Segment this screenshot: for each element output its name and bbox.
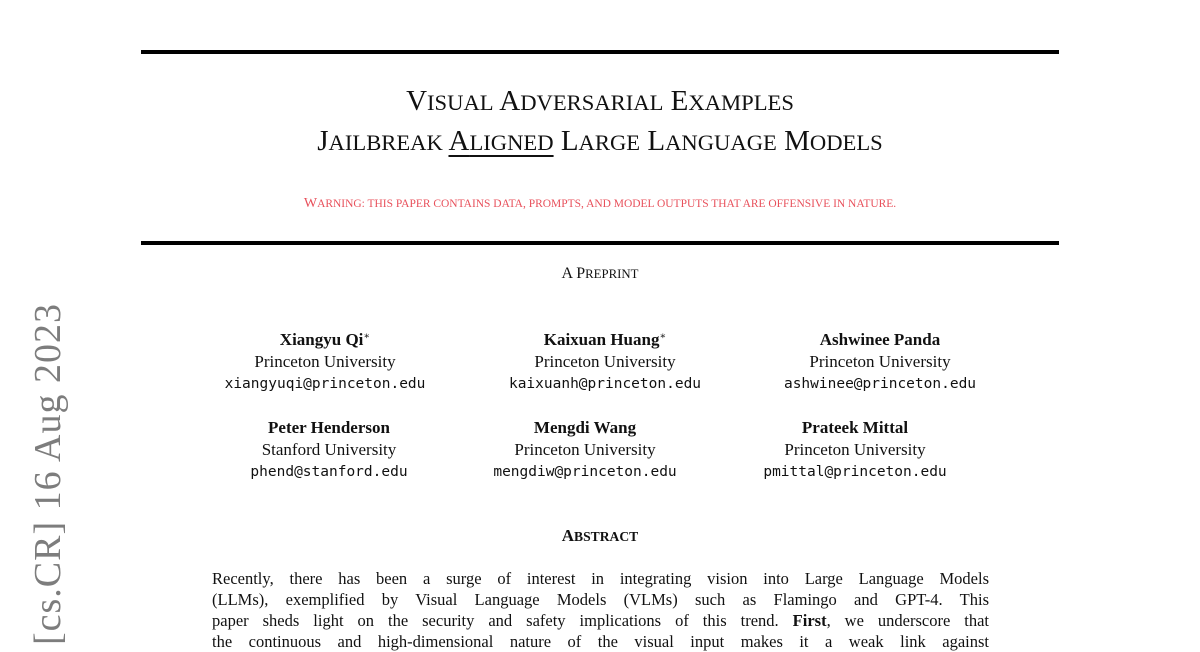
author-email: kaixuanh@princeton.edu [508,376,702,392]
author-affiliation: Princeton University [809,352,951,371]
author-affiliation: Stanford University [261,440,397,459]
author-name: Kaixuan Huang∗ [543,330,667,349]
preprint-label: A PREPRINT [561,265,639,282]
content-warning: WARNING: THIS PAPER CONTAINS DATA, PROMPTS, AND MODEL OUTPUTS THAT ARE OFFENSIVE IN NATURE. [303,196,897,211]
author-email: xiangyuqi@princeton.edu [224,376,426,392]
author-name: Mengdi Wang [533,418,637,437]
title-bottom-rule [141,241,1059,245]
author-name: Ashwinee Panda [819,330,941,349]
abstract-line: the continuous and high-dimensional nature of the visual input makes it a weak link against [212,632,989,651]
author-email: ashwinee@princeton.edu [783,376,977,392]
abstract-body [212,568,989,652]
abstract-line: (LLMs), exemplified by Visual Language Models (VLMs) such as Flamingo and GPT-4. This [212,590,989,609]
paper-title-line-2: JAILBREAK ALIGNED LARGE LANGUAGE MODELS [317,125,883,157]
author-name: Peter Henderson [268,418,390,437]
author-email: pmittal@princeton.edu [763,464,947,480]
abstract-line: paper sheds light on the security and safety implications of this trend. First, we underscore that [212,611,989,630]
author-affiliation: Princeton University [514,440,656,459]
author-block [763,414,946,483]
author-block [493,414,676,483]
author-email: mengdiw@princeton.edu [493,464,677,480]
author-block [509,326,701,395]
author-name: Prateek Mittal [801,418,909,437]
author-affiliation: Princeton University [254,352,396,371]
author-block [250,414,407,483]
author-email: phend@stanford.edu [250,464,408,480]
author-block [784,326,976,395]
author-name: Xiangyu Qi∗ [279,330,371,349]
author-affiliation: Princeton University [534,352,676,371]
author-affiliation: Princeton University [784,440,926,459]
paper-title-line-1: VISUAL ADVERSARIAL EXAMPLES [406,85,794,117]
abstract-line: Recently, there has been a surge of interest in integrating vision into Large Language Models [212,569,989,588]
author-block [225,326,426,395]
title-underlined-word: ALIGNED [448,125,554,157]
abstract-heading: ABSTRACT [561,526,639,545]
arxiv-sidebar-identifier: [cs.CR] 16 Aug 2023 [27,303,69,645]
title-top-rule [141,50,1059,54]
